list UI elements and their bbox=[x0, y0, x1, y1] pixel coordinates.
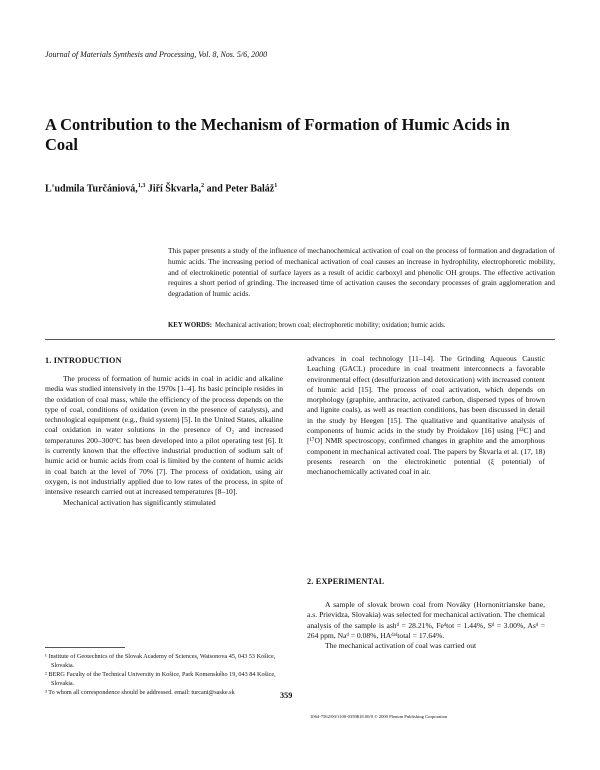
section-divider bbox=[45, 339, 555, 340]
left-column bbox=[45, 374, 283, 508]
author-name: L'udmila Turčániová, bbox=[45, 183, 138, 195]
paragraph: Mechanical activation has significantly stimulated bbox=[63, 497, 216, 507]
footnote: ² BERG Faculty of the Technical University in Košice, Park Komenského 19, 043 84 Košice, Slovakia. bbox=[45, 671, 276, 687]
journal-header: Journal of Materials Synthesis and Processing, Vol. 8, Nos. 5/6, 2000 bbox=[45, 50, 268, 59]
author-affiliation: 1 bbox=[274, 183, 278, 189]
author-list bbox=[45, 183, 277, 194]
footnotes bbox=[45, 652, 283, 697]
paragraph: advances in coal technology [11–14]. The Grinding Aqueous Caustic Leaching (GACL) procedure in coal treatment interconnects a favorable environmental effect (desulfurization and detoxication) with increased content of humic acid [15]. The process of coal activation, which depends on morphology (graphite, anthracite, activated carbon, dispersed types of brown and lignite coals), as well as reaction conditions, has been discussed in detail in the study by Heegen [15]. The qualitative and quantitative analysis of components of humic acids in the study by Proidakov [16] using [¹³C] and [¹⁷O] NMR spectroscopy, confirmed changes in graphite and the amorphous component in mechanical activated coal. The papers by Škvarla et al. (17, 18) presents research on the electrokinetic potential (ξ potential) of mechanochemically activated coal in air. bbox=[307, 354, 545, 477]
footnote: ³ To whom all correspondence should be addressed. email: turcani@saske.sk bbox=[45, 689, 235, 696]
abstract: This paper presents a study of the influence of mechanochemical activation of coal on the process of formation and degradation of humic acids. The increasing period of mechanical activation of coal causes an increase in hydrophility, electrophoretic mobility, and of electrokinetic potential of surface layers as a result of acidic carboxyl and phenolic OH groups. The effective activation requires a short period of grinding. The increased time of activation causes the secondary processes of grain agglomeration and degradation of humic acids. bbox=[168, 246, 555, 299]
paragraph: The process of formation of humic acids in coal in acidic and alkaline media was studied intensively in the 1970s [1–4]. Its basic principle resides in the oxidation of coal mass, while the efficiency of the process depends on the type of coal, conditions of oxidation (even in the presence of catalysts), and technological equipment (e.g., fluid system) [5]. In the United States, alkaline coal oxidation in water solutions in the presence of O₂ and increased temperatures 200–300°C has been developed into a pilot operating test [6]. It is currently known that the effective industrial production of sodium salt of humic acid or humic acids from coal is limited by the content of humic acids in coal batch at the level of 70% [7]. The process of oxidation, using air oxygen, is not industrially applied due to low rates of the process, in spite of intensive research carried out at increased temperatures [8–10]. bbox=[45, 374, 283, 497]
keywords-text: Mechanical activation; brown coal; electrophoretic mobility; oxidation; humic acids. bbox=[215, 322, 446, 329]
page-number: 359 bbox=[280, 691, 293, 700]
author-affiliation: 2 bbox=[201, 183, 205, 189]
footnote: ¹ Institute of Geotechnics of the Slovak Academy of Sciences, Watsonova 45, 043 53 Košice, Slovakia. bbox=[45, 653, 276, 669]
section-heading-introduction: 1. INTRODUCTION bbox=[45, 356, 122, 365]
author-name: and Peter Baláž bbox=[204, 183, 275, 195]
experimental-column bbox=[307, 600, 545, 651]
paragraph: A sample of slovak brown coal from Nováky (Hornonitrianske bane, a.s. Prievidza, Slovakia) was selected for mechanical activation. The chemical analysis of the sample is ashᵈ = 28.21%, Feᵈtot = 1.44%, Sᵈ = 3.00%, Asᵈ = 264 ppm, Naᵈ = 0.08%, HAᵈᵃᶠtotal = 17.64%. bbox=[307, 600, 545, 640]
keywords bbox=[168, 322, 555, 329]
author-name: Jiří Škvarla, bbox=[145, 183, 202, 195]
footnote-divider bbox=[45, 647, 125, 648]
author-affiliation: 1,3 bbox=[137, 183, 146, 189]
article-title: A Contribution to the Mechanism of Formation of Humic Acids in Coal bbox=[45, 115, 510, 154]
right-column bbox=[307, 354, 545, 478]
paragraph: The mechanical activation of coal was carried out bbox=[325, 641, 477, 651]
keywords-label: KEY WORDS: bbox=[168, 322, 212, 329]
copyright-line: 1064-7562/00/1100-0359$18.00/0 © 2000 Plenum Publishing Corporation bbox=[310, 714, 448, 719]
section-heading-experimental: 2. EXPERIMENTAL bbox=[307, 577, 385, 586]
